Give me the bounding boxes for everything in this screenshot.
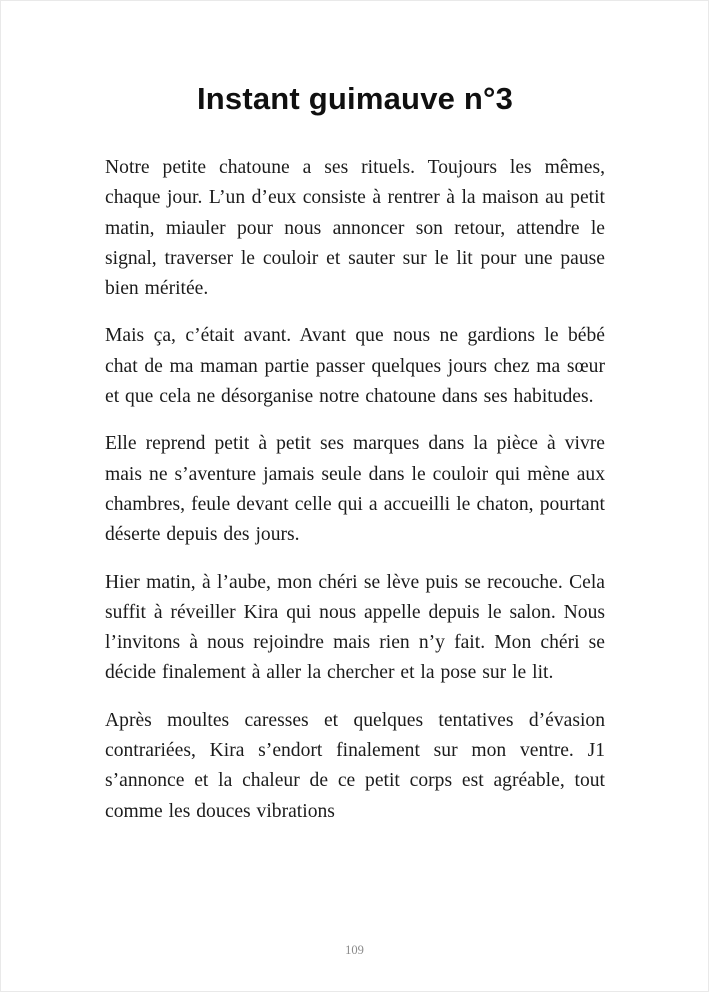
paragraph-5: Après moultes caresses et quelques tentatives d’évasion contrariées, Kira s’endort finalement sur mon ventre. J1 s’annonce et la chaleur de ce petit corps est agréable, tout comme les douces vibrations bbox=[105, 709, 605, 822]
paragraph-1: Notre petite chatoune a ses rituels. Toujours les mêmes, chaque jour. L’un d’eux consiste à rentrer à la maison au petit matin, miauler pour nous annoncer son retour, attendre le signal, traverser le couloir et sauter sur le lit pour une pause bien méritée. bbox=[105, 157, 605, 300]
paragraph-3: Elle reprend petit à petit ses marques dans la pièce à vivre mais ne s’aventure jamais seule dans le couloir qui mène aux chambres, feule devant celle qui a accueilli le chaton, pourtant déserte depuis des jours. bbox=[105, 433, 605, 546]
page-number: 109 bbox=[345, 943, 364, 957]
paragraph-2: Mais ça, c’était avant. Avant que nous ne gardions le bébé chat de ma maman partie passer quelques jours chez ma sœur et que cela ne désorganise notre chatoune dans ses habitudes. bbox=[105, 325, 605, 408]
page-content bbox=[105, 81, 605, 844]
paragraph-4: Hier matin, à l’aube, mon chéri se lève puis se recouche. Cela suffit à réveiller Kira qui nous appelle depuis le salon. Nous l’invitons à nous rejoindre mais rien n’y fait. Mon chéri se décide finalement à aller la chercher et la pose sur le lit. bbox=[105, 571, 605, 684]
page-title: Instant guimauve n°3 bbox=[196, 81, 514, 116]
